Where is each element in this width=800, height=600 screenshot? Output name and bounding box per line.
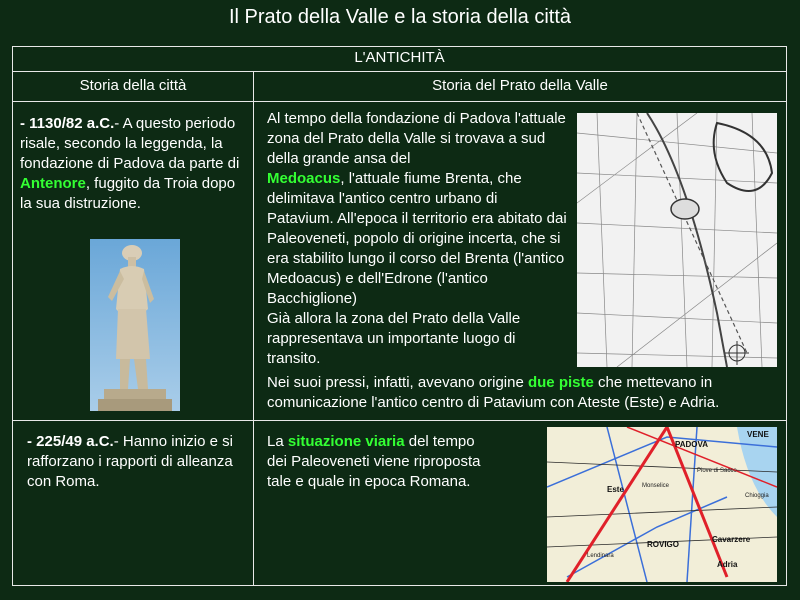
history-table — [12, 46, 787, 586]
map-label: Cavarzere — [712, 535, 751, 544]
highlight-medoacus: Medoacus — [267, 170, 341, 187]
city-plan-map — [577, 113, 777, 367]
page-title: Il Prato della Valle e la storia della città — [228, 6, 572, 28]
highlight-antenore: Antenore — [20, 175, 86, 192]
map-label: Piove di Sacco — [697, 468, 737, 474]
column-header-prato: Storia del Prato della Valle — [432, 77, 608, 94]
row1-prato-text: Al tempo della fondazione di Padova l'attuale zona del Prato della Valle si trovava a sud della grande ansa del Medoacus, l'attuale fiume Brenta, che delimitava l'antico centro urbano di Patavium. All'epoca il territorio era abitato dai Paleoveneti, popolo di origine incerta, che si era stabilito lungo il corso del Brenta (l'antico Medoacus) e dell'Edrone (l'antico Bacchiglione) Già allora la zona del Prato della Valle rappresentava un importante luogo di transito. — [267, 110, 567, 367]
divider — [13, 71, 786, 72]
section-header: L'ANTICHITÀ — [354, 49, 445, 66]
row2-prato-text: La situazione viaria del tempo dei Paleoveneti viene riproposta tale e quale in epoca Romana. — [267, 433, 481, 490]
divider — [13, 420, 786, 421]
antenore-statue-image — [90, 239, 180, 411]
column-divider — [253, 71, 254, 585]
divider — [13, 101, 786, 102]
column-header-city: Storia della città — [79, 77, 187, 94]
road-map — [547, 427, 777, 582]
map-label: VENE — [747, 430, 769, 439]
row1-prato-text-bottom: Nei suoi pressi, infatti, avevano origine due piste che mettevano in comunicazione l'antico centro di Patavium con Ateste (Este) e Adria. — [267, 374, 720, 411]
highlight-situazione-viaria: situazione viaria — [287, 433, 405, 450]
map-label: Lendinara — [587, 553, 614, 559]
row2-city-text: - 225/49 a.C.- Hanno inizio e si rafforzano i rapporti di alleanza con Roma. — [27, 433, 233, 490]
statue-icon — [90, 239, 180, 411]
road-map-icon — [547, 427, 777, 582]
date-label: - 225/49 a.C. — [27, 433, 114, 450]
row1-city-text: - 1130/82 a.C.- A questo periodo risale, secondo la leggenda, la fondazione di Padova da parte di Antenore, fuggito da Troia dopo la sua distruzione. — [20, 115, 240, 212]
map-label: ROVIGO — [647, 540, 680, 549]
map-label: Monselice — [642, 483, 670, 489]
map-label: Adria — [717, 560, 738, 569]
highlight-due-piste: due piste — [527, 374, 594, 391]
date-label: - 1130/82 a.C. — [20, 115, 115, 132]
map-label: Este — [607, 485, 624, 494]
map-label: PADOVA — [675, 440, 709, 449]
map-label: Chioggia — [745, 493, 769, 499]
street-map-icon — [577, 113, 777, 367]
